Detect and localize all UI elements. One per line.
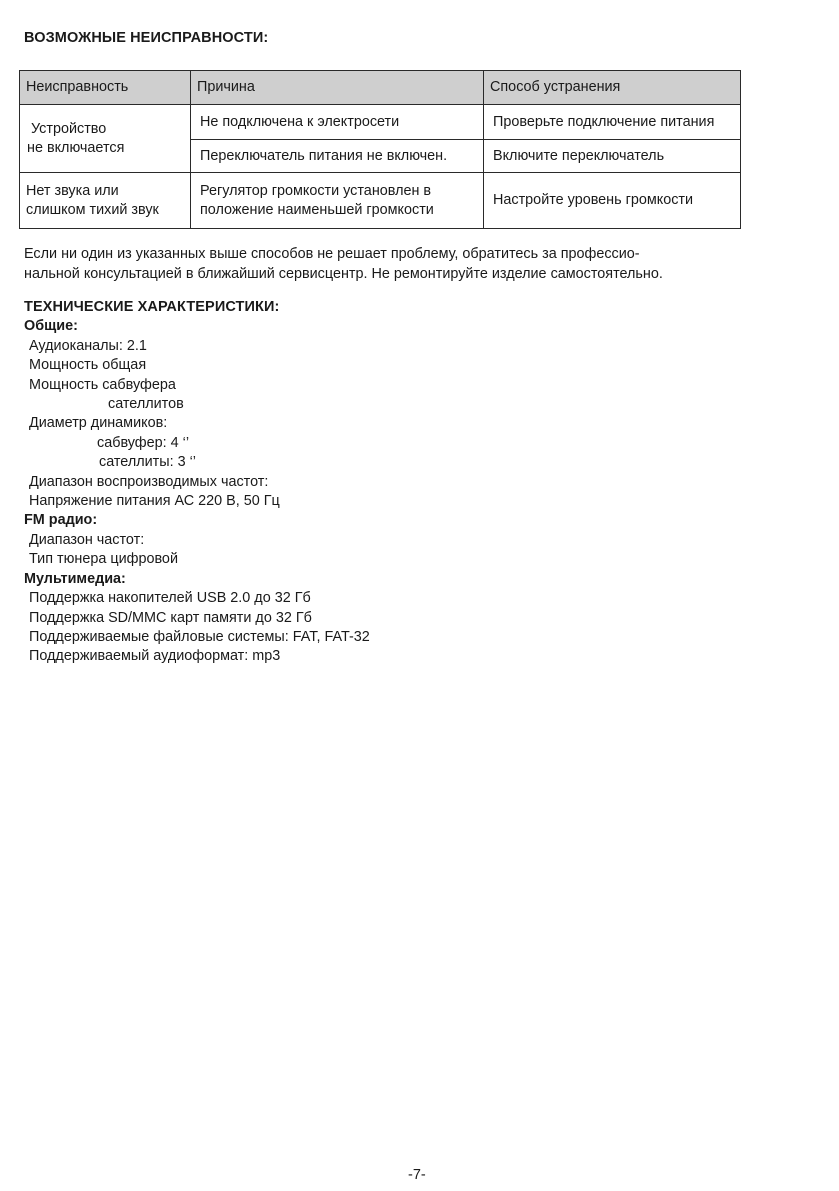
fault-text: не включается <box>27 139 125 156</box>
fm-heading: FM радио: <box>24 512 98 529</box>
spec-filesystems: Поддерживаемые файловые системы: FAT, FAT-32 <box>29 628 370 645</box>
cause-cell: Переключатель питания не включен. <box>191 140 484 173</box>
header-fault: Неисправность <box>20 71 191 105</box>
notice-line: нальной консультацией в ближайший сервисцентр. Не ремонтируйте изделие самостоятельно. <box>24 265 663 282</box>
spec-sat-power: сателлитов <box>108 396 184 413</box>
header-remedy: Способ устранения <box>484 71 741 105</box>
spec-sd: Поддержка SD/MMC карт памяти до 32 Гб <box>29 609 312 626</box>
specs-title: ТЕХНИЧЕСКИЕ ХАРАКТЕРИСТИКИ: <box>24 299 280 315</box>
spec-usb: Поддержка накопителей USB 2.0 до 32 Гб <box>29 590 311 607</box>
remedy-cell: Включите переключатель <box>484 140 741 173</box>
multimedia-heading: Мультимедиа: <box>24 570 126 587</box>
header-cause: Причина <box>191 71 484 105</box>
remedy-cell: Проверьте подключение питания <box>484 105 741 140</box>
troubleshooting-table <box>19 70 741 229</box>
spec-tuner-type: Тип тюнера цифровой <box>29 551 178 568</box>
spec-speaker-diameter: Диаметр динамиков: <box>29 415 168 432</box>
table-row <box>20 105 741 140</box>
fault-text: Устройство <box>31 120 107 137</box>
page-number: -7- <box>408 1167 426 1183</box>
fault-text: Нет звука или <box>26 182 119 199</box>
cause-text: Регулятор громкости установлен в <box>200 182 432 199</box>
fault-text: слишком тихий звук <box>26 201 159 218</box>
remedy-cell: Настройте уровень громкости <box>484 173 741 229</box>
spec-audio-channels: Аудиоканалы: 2.1 <box>29 337 147 354</box>
spec-audio-format: Поддерживаемый аудиоформат: mp3 <box>29 648 281 665</box>
spec-total-power: Мощность общая <box>29 357 147 374</box>
table-header-row <box>20 71 741 105</box>
table-row <box>20 173 741 229</box>
cause-cell: Не подключена к электросети <box>191 105 484 140</box>
spec-freq-range: Диапазон воспроизводимых частот: <box>29 473 269 490</box>
general-heading: Общие: <box>24 318 78 335</box>
spec-sub-power: Мощность сабвуфера <box>29 376 176 393</box>
notice-line: Если ни один из указанных выше способов не решает проблему, обратитесь за профессио- <box>24 246 640 262</box>
fault-cell <box>20 173 191 229</box>
spec-power-supply: Напряжение питания АС 220 В, 50 Гц <box>29 493 280 510</box>
service-notice <box>24 245 754 284</box>
spec-fm-freq-range: Диапазон частот: <box>29 531 145 548</box>
spec-sat-diameter: сателлиты: 3 ‘’ <box>99 454 196 471</box>
cause-text: положение наименьшей громкости <box>200 201 434 218</box>
fault-cell <box>20 105 191 173</box>
spec-sub-diameter: сабвуфер: 4 ‘’ <box>97 434 190 451</box>
troubleshooting-title: ВОЗМОЖНЫЕ НЕИСПРАВНОСТИ: <box>24 30 269 46</box>
cause-cell <box>191 173 484 229</box>
specifications <box>24 298 370 667</box>
